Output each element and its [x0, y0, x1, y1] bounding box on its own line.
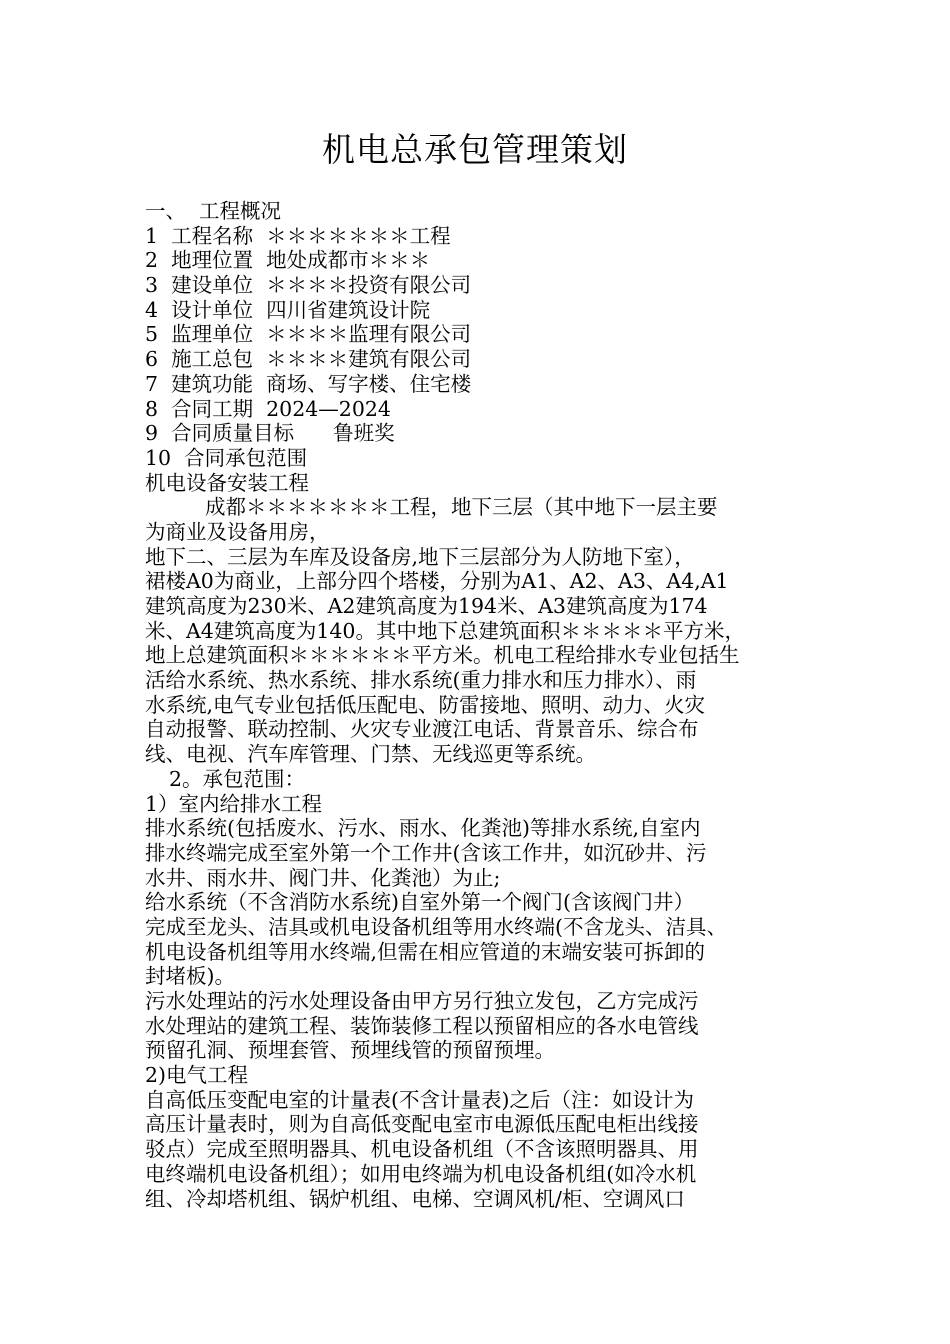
info-line: 6 施工总包 ＊＊＊＊建筑有限公司	[145, 347, 472, 372]
paragraph-line: 高压计量表时，则为自高低变配电室市电源低压配电柜出线接	[145, 1112, 699, 1137]
info-line: 1 工程名称 ＊＊＊＊＊＊＊工程	[145, 223, 451, 248]
document-body	[145, 199, 945, 1211]
info-line: 8 合同工期 2024—2024	[145, 396, 391, 421]
paragraph-line: 排水系统(包括废水、污水、雨水、化粪池)等排水系统,自室内	[145, 816, 701, 841]
paragraph-line: 驳点）完成至照明器具、机电设备机组（不含该照明器具、用	[145, 1137, 699, 1162]
paragraph-line: 完成至龙头、洁具或机电设备机组等用水终端(不含龙头、洁具、	[145, 914, 727, 939]
paragraph-line: 裙楼A0为商业，上部分四个塔楼，分别为A1、A2、A3、A4,A1	[145, 569, 729, 594]
paragraph-line: 建筑高度为230米、A2建筑高度为194米、A3建筑高度为174	[145, 594, 708, 618]
paragraph-line: 水井、雨水井、阀门井、化粪池）为止;	[145, 865, 501, 890]
info-line: 9 合同质量目标 鲁班奖	[145, 421, 395, 446]
subheading: 机电设备安装工程	[145, 470, 309, 495]
paragraph-line: 预留孔洞、预埋套管、预埋线管的预留预埋。	[145, 1038, 555, 1063]
paragraph-line: 水系统,电气专业包括低压配电、防雷接地、照明、动力、火灾	[145, 692, 706, 717]
section-heading: 一、 工程概况	[145, 199, 282, 223]
info-line: 7 建筑功能 商场、写字楼、住宅楼	[145, 371, 472, 396]
info-line: 2 地理位置 地处成都市＊＊＊	[145, 248, 431, 273]
paragraph-line: 成都＊＊＊＊＊＊＊工程，地下三层（其中地下一层主要	[205, 495, 718, 520]
paragraph-line: 电终端机电设备机组）；如用电终端为机电设备机组(如冷水机	[145, 1161, 697, 1186]
document-title: 机电总承包管理策划	[322, 130, 628, 169]
paragraph-line: 污水处理站的污水处理设备由甲方另行独立发包，乙方完成污	[145, 989, 699, 1013]
paragraph-line: 地下二、三层为车库及设备房,地下三层部分为人防地下室），	[145, 544, 695, 569]
paragraph-line: 线、电视、汽车库管理、门禁、无线巡更等系统。	[145, 742, 596, 767]
info-line: 5 监理单位 ＊＊＊＊监理有限公司	[145, 322, 472, 347]
subheading: 2。承包范围：	[169, 766, 306, 791]
paragraph-line: 排水终端完成至室外第一个工作井(含该工作井，如沉砂井、污	[145, 840, 707, 865]
paragraph-line: 自动报警、联动控制、火灾专业渡江电话、背景音乐、综合布	[145, 717, 699, 742]
paragraph-line: 地上总建筑面积＊＊＊＊＊＊平方米。机电工程给排水专业包括生	[145, 643, 740, 668]
paragraph-line: 给水系统（不含消防水系统)自室外第一个阀门(含该阀门井）	[145, 890, 694, 915]
paragraph-line: 机电设备机组等用水终端,但需在相应管道的末端安装可拆卸的	[145, 939, 706, 964]
paragraph-line: 封堵板)。	[145, 964, 235, 989]
info-line: 10 合同承包范围	[145, 445, 308, 470]
paragraph-line: 活给水系统、热水系统、排水系统(重力排水和压力排水）、雨	[145, 668, 697, 693]
paragraph-line: 米、A4建筑高度为140。其中地下总建筑面积＊＊＊＊＊平方米，	[145, 618, 745, 643]
info-line: 3 建设单位 ＊＊＊＊投资有限公司	[145, 273, 472, 298]
info-line: 4 设计单位 四川省建筑设计院	[145, 297, 431, 322]
subheading: 1）室内给排水工程	[145, 791, 323, 816]
paragraph-line: 为商业及设备用房，	[145, 519, 330, 544]
paragraph-line: 水处理站的建筑工程、装饰装修工程以预留相应的各水电管线	[145, 1013, 699, 1038]
subheading: 2)电气工程	[145, 1063, 249, 1088]
paragraph-line: 自高低压变配电室的计量表(不含计量表)之后（注：如设计为	[145, 1087, 694, 1112]
paragraph-line: 组、冷却塔机组、锅炉机组、电梯、空调风机/柜、空调风口	[145, 1186, 685, 1211]
